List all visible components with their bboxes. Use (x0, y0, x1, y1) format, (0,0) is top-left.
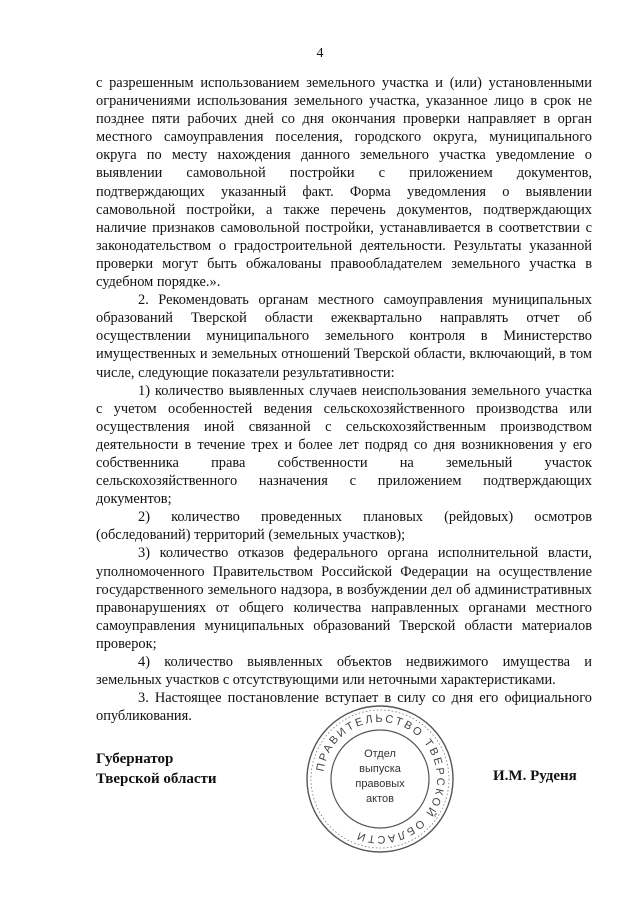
paragraph-indicator-3: 3) количество отказов федерального органа исполнительной власти, уполномоченного Правительством Российской Федерации на осуществление государственного земельного надзора, в возбуждении дел об административных правонарушениях от общего количества направленных органами местного самоуправления муниципальных образований Тверской области материалов проверок; (96, 545, 592, 652)
page-number: 4 (316, 46, 324, 61)
seal-center-text (330, 747, 430, 807)
paragraph-indicator-1: 1) количество выявленных случаев неиспользования земельного участка с учетом особенностей ведения сельскохозяйственного производства или осуществления иной связанной с сельскохозяйственным производством деятельности в течение трех и более лет подряд со дня возникновения у его собственника права собственности на земельный участок сельскохозяйственного назначения с приложением подтверждающих документов; (96, 382, 592, 508)
seal-center-line-4: актов (366, 793, 394, 805)
document-body (96, 74, 592, 725)
paragraph-indicator-2: 2) количество проведенных плановых (рейдовых) осмотров (обследований) территорий (земельных участков); (96, 509, 592, 544)
paragraph-effective-date: 3. Настоящее постановление вступает в силу со дня его официального опубликования. (96, 690, 592, 725)
seal-center-line-2: выпуска (359, 763, 401, 775)
official-seal-stamp (304, 703, 456, 855)
signature-title-line-2: Тверской области (96, 771, 217, 787)
signature-title-line-1: Губернатор (96, 751, 174, 767)
paragraph-continuation: с разрешенным использованием земельного участка и (или) установленными ограничениями использования земельного участка, указанное лицо в срок не позднее пяти рабочих дней со дня окончания проверки направляет в орган местного самоуправления поселения, городского округа, муниципального округа по месту нахождения данного земельного участка уведомление о выявлении самовольной постройки с приложением документов, подтверждающих указанный факт. Форма уведомления о выявлении самовольной постройки, а также перечень документов, подтверждающих наличие признаков самовольной постройки, устанавливается в соответствии с законодательством о градостроительной деятельности. Результаты указанной проверки могут быть обжалованы правообладателем земельного участка в судебном порядке.». (96, 75, 592, 291)
seal-center-line-1: Отдел (364, 748, 396, 760)
signature-title (96, 749, 217, 789)
paragraph-recommendation: 2. Рекомендовать органам местного самоуправления муниципальных образований Тверской области ежеквартально направлять отчет об осуществлении муниципального земельного контроля в Министерство имущественных и земельных отношений Тверской области, включающий, в том числе, следующие показатели результативности: (96, 292, 592, 381)
signatory-name: И.М. Руденя (493, 768, 577, 784)
seal-ring-text: ПРАВИТЕЛЬСТВО ТВЕРСКОЙ ОБЛАСТИ (314, 712, 447, 846)
paragraph-indicator-4: 4) количество выявленных объектов недвижимого имущества и земельных участков с отсутствующими или неточными характеристиками. (96, 654, 592, 689)
seal-center-line-3: правовых (355, 778, 405, 790)
